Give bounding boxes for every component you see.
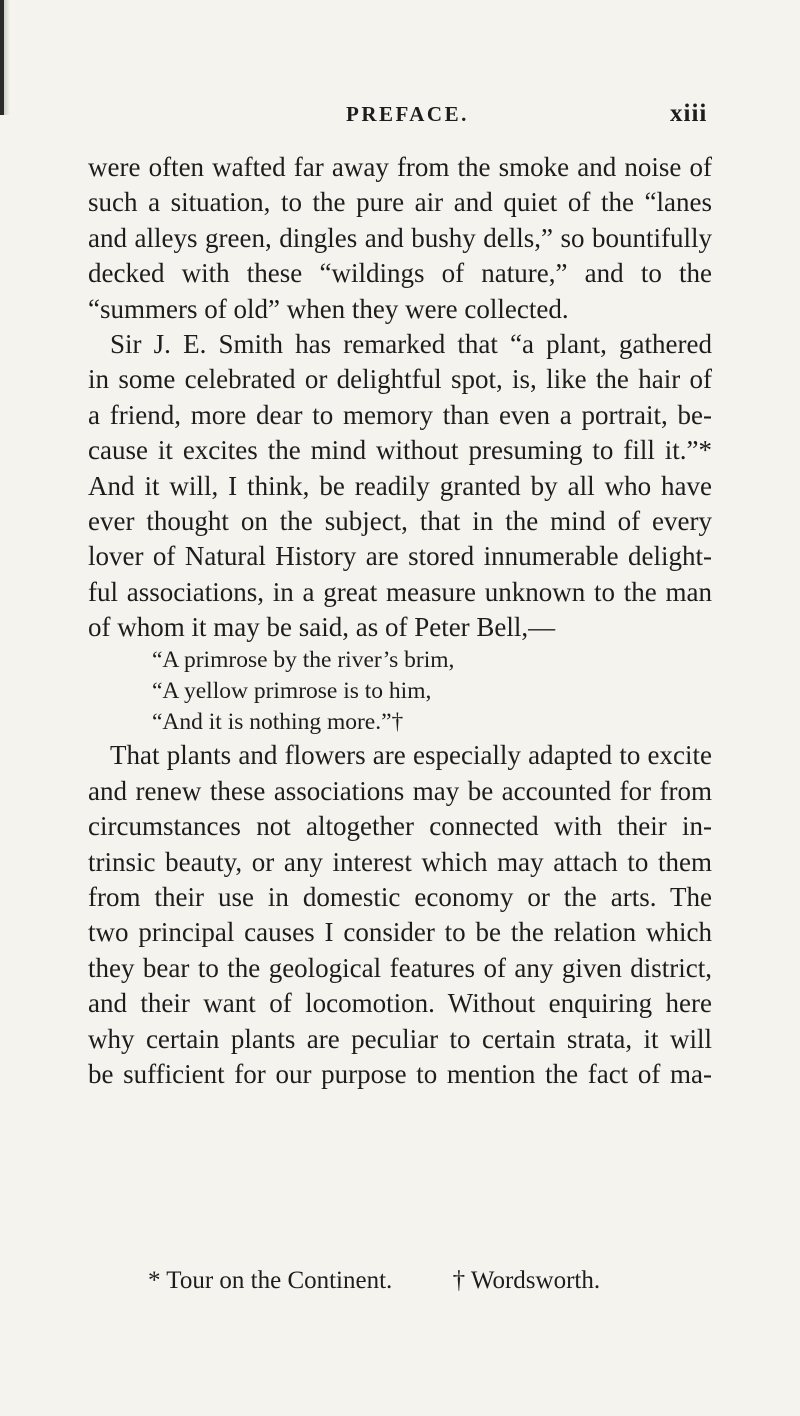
verse-line: “A primrose by the river’s brim,: [152, 647, 455, 674]
text-line: why certain plants are peculiar to certain strata, it will: [88, 1023, 712, 1054]
footnote-wordsworth: † Wordsworth.: [452, 1267, 601, 1294]
page-number: xiii: [670, 100, 708, 127]
binding-shadow: [4, 0, 10, 115]
text-line: trinsic beauty, or any interest which may attach to them: [88, 846, 712, 877]
text-line: circumstances not altogether connected with their in-: [88, 811, 712, 842]
text-line: and renew these associations may be accounted for from: [88, 775, 712, 806]
footnote-tour: * Tour on the Continent.: [148, 1267, 393, 1294]
text-line: cause it excites the mind without presuming to fill it.”*: [88, 435, 712, 466]
text-line: were often wafted far away from the smoke and noise of: [88, 152, 712, 182]
text-line: That plants and flowers are especially adapted to excite: [110, 740, 712, 771]
text-line: such a situation, to the pure air and quiet of the “lanes: [88, 187, 712, 218]
text-line: lover of Natural History are stored innumerable delight-: [88, 541, 712, 572]
text-line: from their use in domestic economy or the arts. The: [88, 882, 712, 913]
text-line: ever thought on the subject, that in the mind of every: [88, 505, 712, 536]
text-line: and their want of locomotion. Without enquiring here: [88, 988, 712, 1019]
text-line: two principal causes I consider to be the relation which: [88, 917, 712, 948]
text-line: decked with these “wildings of nature,” and to the: [88, 258, 712, 289]
text-line: they bear to the geological features of any given district,: [88, 952, 712, 983]
text-line: Sir J. E. Smith has remarked that “a plant, gathered: [110, 328, 712, 359]
text-line: a friend, more dear to memory than even a portrait, be-: [88, 399, 712, 430]
body-text: [88, 150, 712, 1092]
text-line: of whom it may be said, as of Peter Bell,—: [88, 612, 556, 643]
text-line: “summers of old” when they were collected.: [88, 293, 569, 324]
running-title: PREFACE.: [346, 102, 469, 126]
verse-line: “And it is nothing more.”†: [152, 709, 404, 736]
text-line: and alleys green, dingles and bushy dells,” so bountifully: [88, 222, 712, 253]
footnotes: [148, 1267, 600, 1295]
verse-line: “A yellow primrose is to him,: [152, 678, 432, 705]
text-line: ful associations, in a great measure unknown to the man: [88, 576, 712, 607]
text-line: And it will, I think, be readily granted by all who have: [88, 470, 712, 501]
running-head: [0, 102, 800, 132]
text-line: be sufficient for our purpose to mention the fact of ma-: [88, 1058, 712, 1089]
text-line: in some celebrated or delightful spot, is, like the hair of: [88, 364, 712, 395]
